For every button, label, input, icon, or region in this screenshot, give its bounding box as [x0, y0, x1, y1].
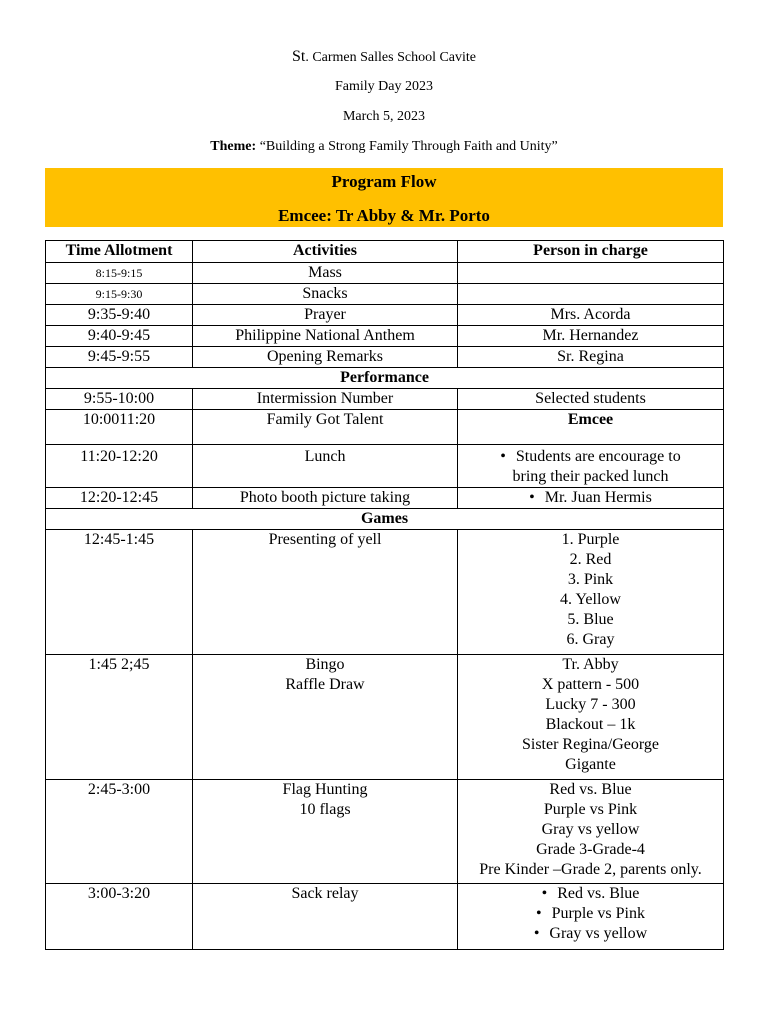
list-item: 2. Red [569, 551, 612, 568]
table-row [46, 305, 724, 326]
theme-text: “Building a Strong Family Through Faith and Unity” [256, 139, 558, 154]
person-cell [458, 263, 724, 284]
list-item-text: Purple vs Pink [551, 905, 645, 922]
list-item [462, 884, 719, 904]
event-theme [0, 139, 768, 155]
list-item [462, 904, 719, 924]
time-cell: 2:45-3:00 [46, 780, 193, 884]
table-row [46, 884, 724, 950]
activity-cell: Family Got Talent [193, 410, 458, 445]
activity-cell [193, 655, 458, 780]
activity-cell: Photo booth picture taking [193, 488, 458, 509]
bullet-icon: • [541, 885, 548, 902]
section-row-performance [46, 368, 724, 389]
list-item: 4. Yellow [560, 591, 621, 608]
table-row [46, 389, 724, 410]
person-cell [458, 445, 724, 488]
person-cell: Mrs. Acorda [458, 305, 724, 326]
time-cell: 9:15-9:30 [46, 284, 193, 305]
person-cell: Mr. Hernandez [458, 326, 724, 347]
time-cell: 9:40-9:45 [46, 326, 193, 347]
program-title: Program Flow [331, 172, 437, 191]
header-activities: Activities [193, 241, 458, 263]
section-row-games [46, 509, 724, 530]
header-time: Time Allotment [46, 241, 193, 263]
activity-line: 10 flags [299, 801, 351, 818]
event-name: Family Day 2023 [335, 79, 433, 94]
time-cell: 12:45-1:45 [46, 530, 193, 655]
school-prefix: St [291, 48, 306, 65]
person-line: Mr. Juan Hermis [544, 489, 652, 506]
table-row [46, 410, 724, 445]
program-banner [45, 168, 723, 227]
activity-cell: Mass [193, 263, 458, 284]
list-item: Red vs. Blue [549, 781, 632, 798]
program-table [45, 240, 724, 950]
time-cell: 9:45-9:55 [46, 347, 193, 368]
person-cell [458, 655, 724, 780]
table-row [46, 263, 724, 284]
table-row [46, 326, 724, 347]
list-item-text: Gray vs yellow [549, 925, 648, 942]
person-cell: Sr. Regina [458, 347, 724, 368]
activity-cell [193, 780, 458, 884]
header-person: Person in charge [458, 241, 724, 263]
section-title: Performance [46, 368, 724, 389]
person-line: bring their packed lunch [512, 468, 669, 485]
bullet-icon: • [500, 448, 506, 465]
activity-cell: Prayer [193, 305, 458, 326]
time-cell: 10:0011:20 [46, 410, 193, 445]
list-item: X pattern - 500 [541, 676, 640, 693]
activity-cell: Snacks [193, 284, 458, 305]
list-item: Lucky 7 - 300 [545, 696, 636, 713]
time-cell: 8:15-9:15 [46, 263, 193, 284]
person-cell: Selected students [458, 389, 724, 410]
activity-line: Flag Hunting [282, 781, 368, 798]
activity-cell: Sack relay [193, 884, 458, 950]
time-cell: 12:20-12:45 [46, 488, 193, 509]
person-cell [458, 284, 724, 305]
table-row [46, 488, 724, 509]
table-row [46, 780, 724, 884]
list-item: Sister Regina/George [521, 736, 659, 753]
list-item: 1. Purple [561, 531, 620, 548]
activity-cell: Opening Remarks [193, 347, 458, 368]
time-cell: 11:20-12:20 [46, 445, 193, 488]
time-cell: 1:45 2;45 [46, 655, 193, 780]
activity-line: Raffle Draw [285, 676, 365, 693]
list-item: Purple vs Pink [543, 801, 638, 818]
person-cell [458, 884, 724, 950]
list-item [462, 924, 719, 944]
person-cell [458, 780, 724, 884]
bullet-icon: • [533, 925, 540, 942]
list-item: Pre Kinder –Grade 2, parents only. [479, 861, 702, 878]
theme-label: Theme: [210, 139, 257, 154]
section-title: Games [46, 509, 724, 530]
person-cell: Emcee [458, 410, 724, 445]
bullet-icon: • [536, 905, 542, 922]
table-row [46, 655, 724, 780]
school-rest: . Carmen Salles School Cavite [305, 50, 477, 65]
activity-line: Bingo [305, 656, 345, 673]
time-cell: 9:35-9:40 [46, 305, 193, 326]
table-header-row [46, 241, 724, 263]
list-item: Blackout – 1k [545, 716, 636, 733]
list-item: 6. Gray [566, 631, 615, 648]
list-item: Gray vs yellow [541, 821, 640, 838]
list-item: Gigante [565, 756, 616, 773]
emcee-line: Emcee: Tr Abby & Mr. Porto [278, 206, 490, 225]
list-item-text: Red vs. Blue [557, 885, 640, 902]
bullet-icon: • [529, 489, 535, 506]
time-cell: 9:55-10:00 [46, 389, 193, 410]
table-row [46, 445, 724, 488]
table-row [46, 284, 724, 305]
time-cell: 3:00-3:20 [46, 884, 193, 950]
activity-cell: Philippine National Anthem [193, 326, 458, 347]
activity-cell: Lunch [193, 445, 458, 488]
list-item: 5. Blue [567, 611, 614, 628]
table-row [46, 347, 724, 368]
person-cell [458, 488, 724, 509]
activity-cell: Intermission Number [193, 389, 458, 410]
table-row [46, 530, 724, 655]
list-item: Grade 3-Grade-4 [536, 841, 645, 858]
activity-cell: Presenting of yell [193, 530, 458, 655]
list-item: 3. Pink [567, 571, 614, 588]
event-date: March 5, 2023 [342, 109, 426, 124]
person-line: Students are encourage to [515, 448, 681, 465]
person-cell [458, 530, 724, 655]
school-name [0, 48, 768, 66]
list-item: Tr. Abby [562, 656, 619, 673]
